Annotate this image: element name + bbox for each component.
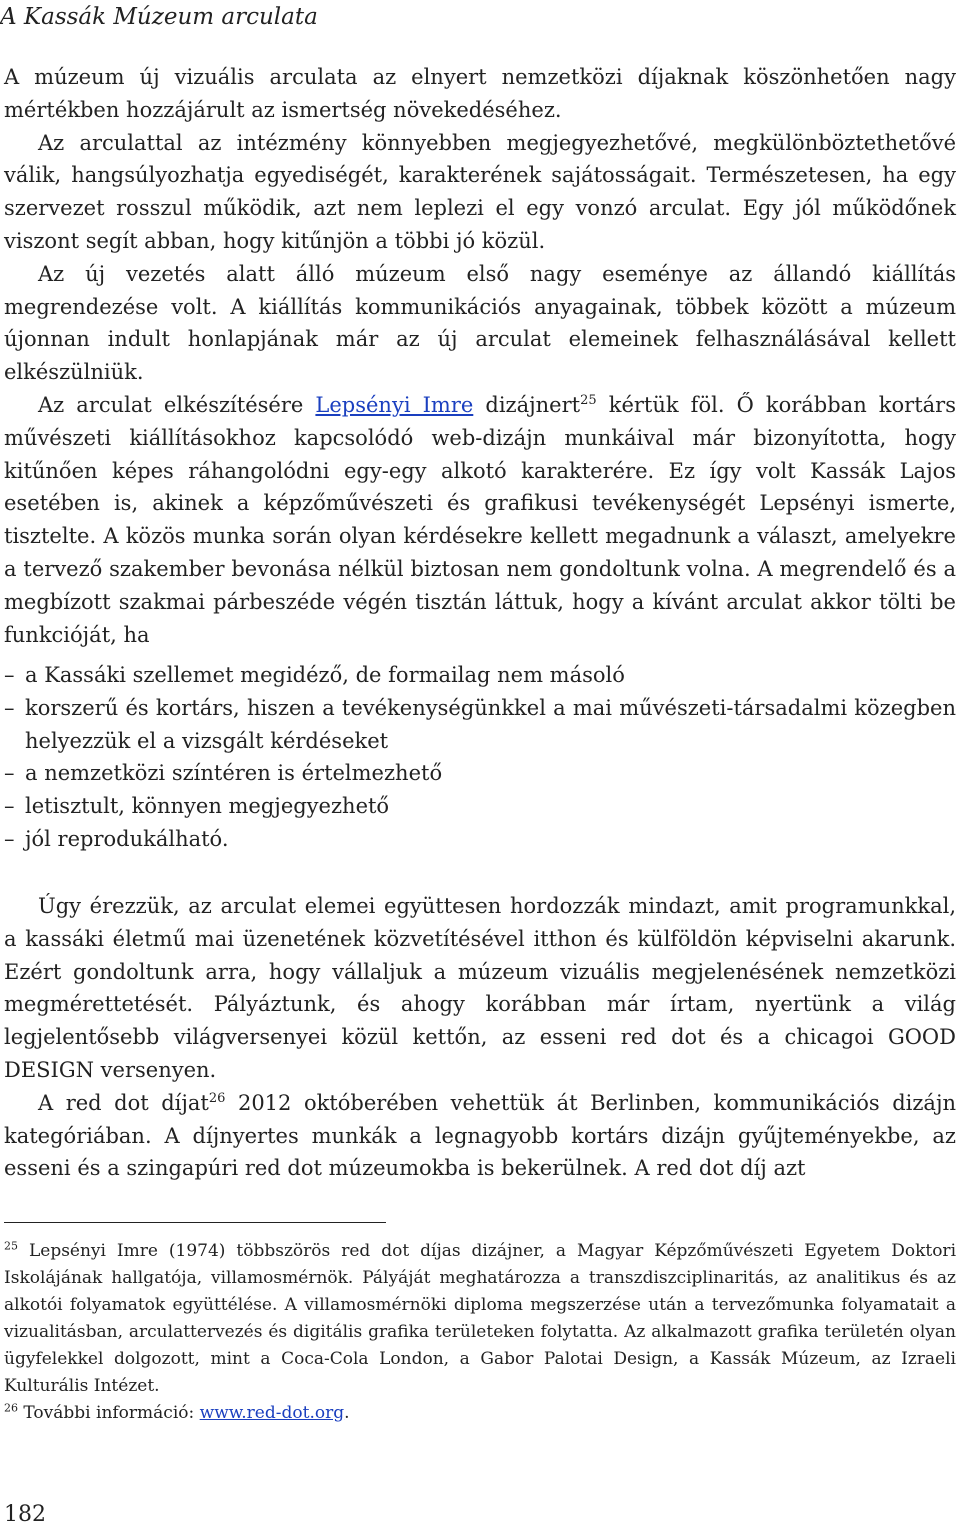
red-dot-text-start: A red dot díjat <box>38 1090 209 1115</box>
paragraph-designer <box>4 389 956 651</box>
footnote-ref-26[interactable]: 26 <box>208 1090 226 1106</box>
paragraph-identity: Az arculattal az intézmény könnyebben megjegyezhetővé, megkülönböztethetővé válik, hangsúlyozhatja egyediségét, karakterének sajátosságait. Természetesen, ha egy szervezet rosszul működik, azt nem leplezi el egy vonzó arculat. Egy jól működőnek viszont segít abban, hogy kitűnjön a többi jó közül. <box>4 130 956 253</box>
footnote-25-text: Lepsényi Imre (1974) többszörös red dot díjas dizájner, a Magyar Képzőművészeti Egyetem Doktori Iskolájának hallgatója, villamosmérnök. Pályáját meghatározza a transzdiszciplinaritás, az analitikus és az alkotói folyamatok együttélése. A villamosmérnöki diploma megszerzése után a tervezőmunka folyamatait a vizualitásban, arculattervezés és digitális grafika területeken folytatta. Az alkalmazott grafika területén olyan ügyfelekkel dolgozott, mint a Coca-Cola London, a Gabor Palotai Design, a Kassák Múzeum, az Izraeli Kulturális Intézet. <box>4 1241 956 1396</box>
list-item: – jól reprodukálható. <box>4 823 956 856</box>
list-item: – letisztult, könnyen megjegyezhető <box>4 790 956 823</box>
body-text-list <box>4 659 956 856</box>
footnote-25 <box>4 1238 956 1400</box>
page-header-title: A Kassák Múzeum arculata <box>0 4 318 30</box>
designer-text-rest: kértük föl. Ő korábban kortárs művészeti kiállításokhoz kapcsolódó web-dizájn munkáival már bizonyította, hogy kitűnően képes ráhangolódni egy-egy alkotó karakterére. Ez így volt Kassák Lajos esetében is, akinek a képzőművészeti és grafikusi tevékenységét Lepsényi ismerte, tisztelte. A közös munka során olyan kérdésekre kellett megadnunk a választ, amelyekre a tervező szakember bevonása nélkül biztosan nem gondoltunk volna. A megrendelő és a megbízott szakmai párbeszéde végén tisztán láttuk, hogy a kívánt arculat akkor tölti be funkcióját, ha <box>4 392 956 647</box>
designer-text-role: dizájnert <box>485 392 581 417</box>
paragraph-red-dot <box>4 1087 956 1185</box>
page-number: 182 <box>4 1502 46 1527</box>
list-item: – a nemzetközi színtéren is értelmezhető <box>4 757 956 790</box>
paragraph-intro: A múzeum új vizuális arculata az elnyert nemzetközi díjaknak köszönhetően nagy mértékben hozzájárult az ismertség növekedéséhez. <box>4 65 956 122</box>
footnote-divider <box>4 1222 386 1223</box>
red-dot-text-rest: 2012 októberében vehettük át Berlinben, kommunikációs dizájn kategóriában. A díjnyertes munkák a legnagyobb kortárs dizájn gyűjteményekbe, az esseni és a szingapúri red dot múzeumokba is bekerülnek. A red dot díj azt <box>4 1090 956 1181</box>
red-dot-website-link[interactable]: www.red-dot.org <box>199 1403 345 1423</box>
designer-text-start: Az arculat elkészítésére <box>38 392 304 417</box>
footnote-26 <box>4 1400 956 1427</box>
criteria-list <box>4 659 956 856</box>
body-text-upper <box>4 61 956 651</box>
footnote-number-26: 26 <box>4 1401 18 1415</box>
paragraph-competition: Úgy érezzük, az arculat elemei együttesen hordozzák mindazt, amit programunkkal, a kassáki életmű mai üzenetének közvetítésével itthon és külföldön képviselni akarunk. Ezért gondoltunk arra, hogy vállaljuk a múzeum vizuális megjelenésének nemzetközi megmérettetését. Pályáztunk, és ahogy korábban már írtam, nyertünk a világ legjelentősebb világversenyei közül kettőn, az esseni red dot és a chicagoi GOOD DESIGN versenyen. <box>4 894 956 1082</box>
paragraph-exhibition: Az új vezetés alatt álló múzeum első nagy eseménye az állandó kiállítás megrendezése volt. A kiállítás kommunikációs anyagainak, többek között a múzeum újonnan indult honlapjának már az új arculat elemeinek felhasználásával kellett elkészülniük. <box>4 261 956 385</box>
footnote-26-text: További információ: <box>23 1403 195 1423</box>
body-text-lower <box>4 890 956 1185</box>
footnotes <box>4 1238 956 1427</box>
designer-link[interactable]: Lepsényi Imre <box>315 392 474 417</box>
list-item: – a Kassáki szellemet megidéző, de formailag nem másoló <box>4 659 956 692</box>
footnote-26-tail: . <box>344 1403 350 1423</box>
footnote-ref-25[interactable]: 25 <box>580 392 597 408</box>
footnote-number-25: 25 <box>4 1239 18 1253</box>
list-item: – korszerű és kortárs, hiszen a tevékenységünkkel a mai művészeti-társadalmi közegben helyezzük el a vizsgált kérdéseket <box>4 692 956 758</box>
